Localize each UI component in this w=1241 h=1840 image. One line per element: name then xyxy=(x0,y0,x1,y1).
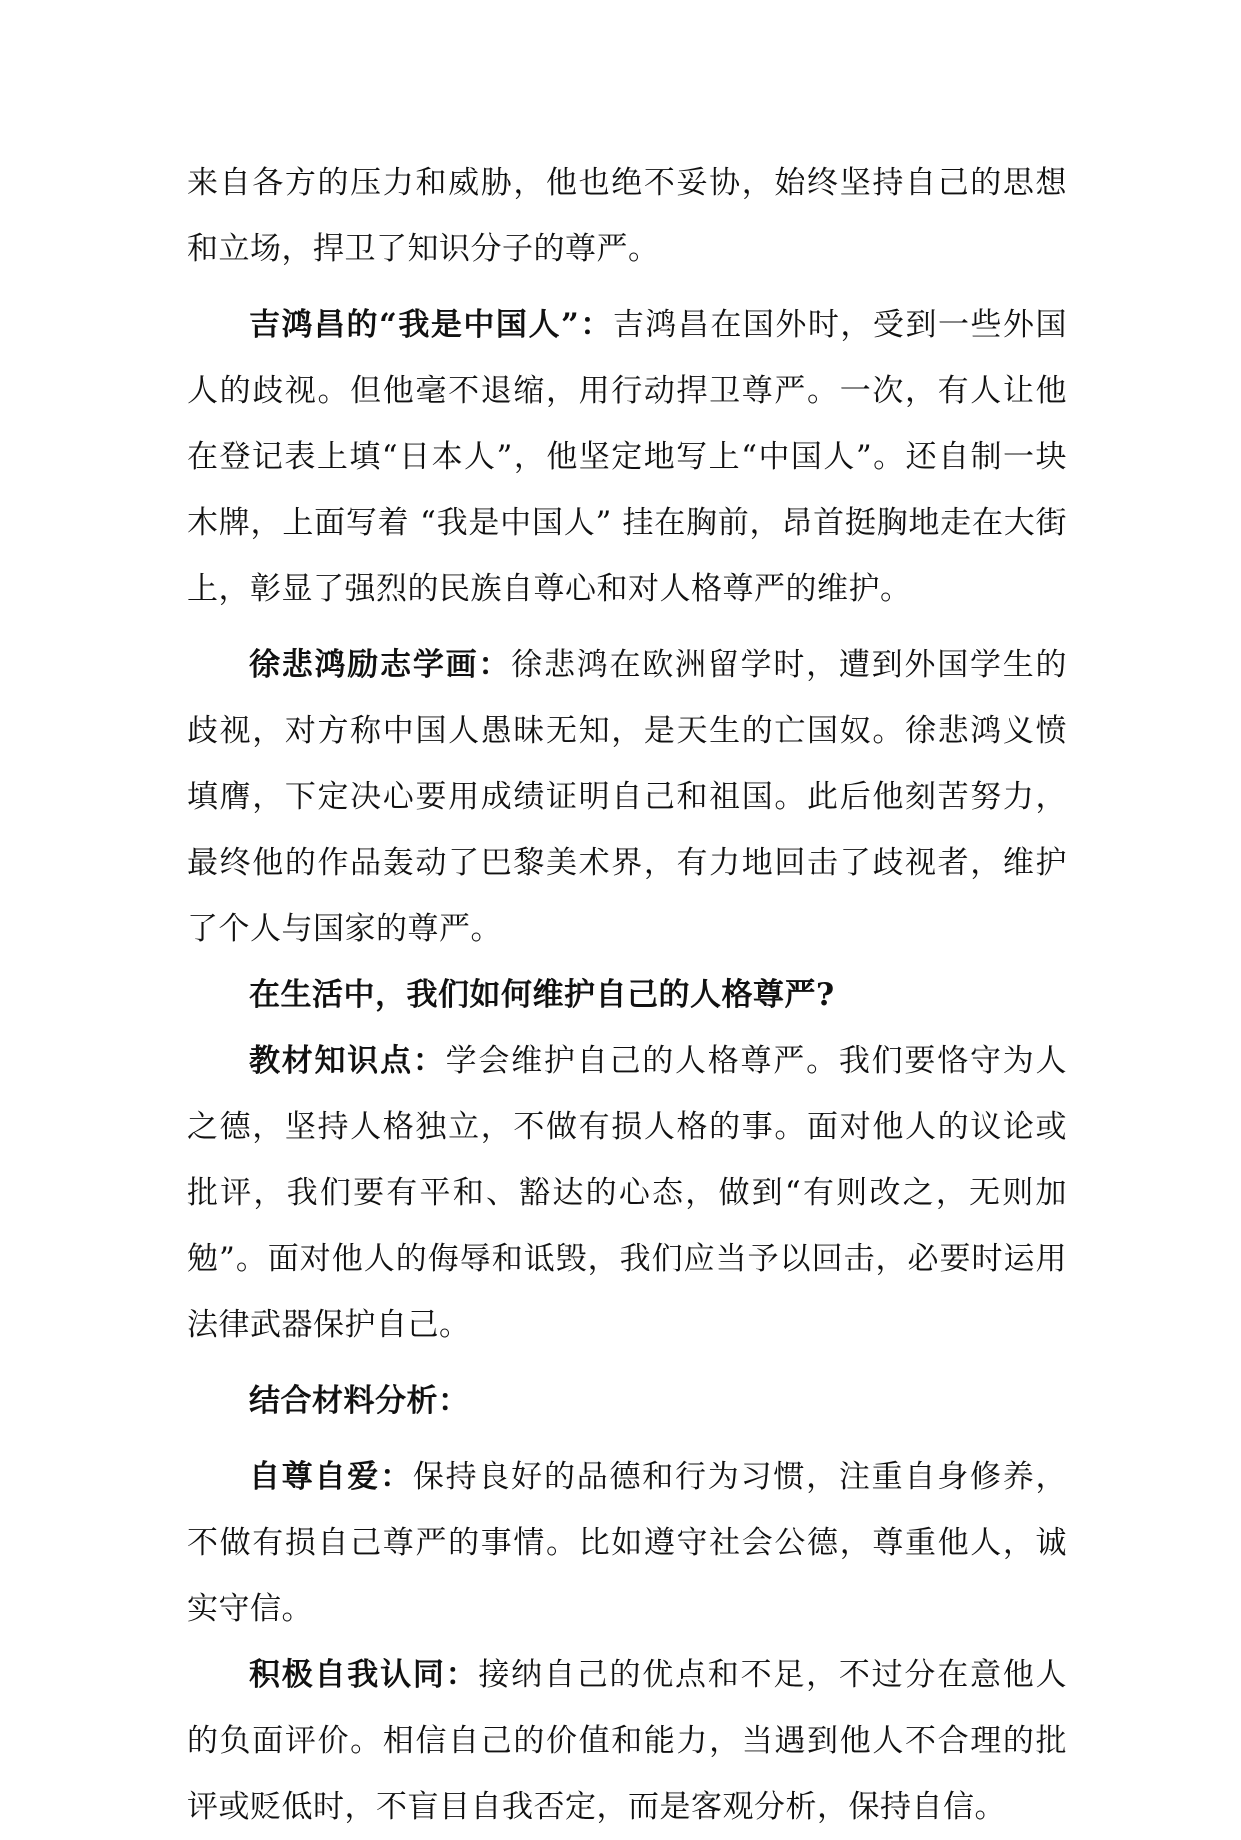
paragraph-continuation xyxy=(187,150,1067,282)
paragraph-text: 接纳自己的优点和不足，不过分在意他人的负面评价。相信自己的价值和能力，当遇到他人不合理的批评或贬低时，不盲目自我否定，而是客观分析，保持自信。 xyxy=(187,1657,1068,1825)
paragraph-self-identity xyxy=(187,1642,1067,1840)
paragraph-heading: 自尊自爱： xyxy=(249,1459,413,1495)
paragraph-text: 学会维护自己的人格尊严。我们要恪守为人之德，坚持人格独立，不做有损人格的事。面对他人的议论或批评，我们要有平和、豁达的心态，做到“有则改之，无则加勉”。面对他人的侮辱和诋毁，我们应当予以回击，必要时运用法律武器保护自己。 xyxy=(187,1043,1067,1343)
analysis-heading: 结合材料分析： xyxy=(249,1383,470,1419)
paragraph-text: 来自各方的压力和威胁，他也绝不妥协，始终坚持自己的思想和立场，捍卫了知识分子的尊严。 xyxy=(187,165,1067,267)
paragraph-ji-hongchang xyxy=(187,292,1067,622)
paragraph-heading: 教材知识点： xyxy=(249,1043,446,1079)
paragraph-self-respect xyxy=(187,1444,1067,1642)
paragraph-heading: 积极自我认同： xyxy=(249,1657,479,1693)
paragraph-textbook-point xyxy=(187,1028,1067,1358)
paragraph-xu-beihong xyxy=(187,632,1067,962)
section-question xyxy=(187,962,1067,1028)
paragraph-heading: 吉鸿昌的“我是中国人”： xyxy=(249,307,613,343)
section-analysis xyxy=(187,1368,1067,1434)
paragraph-text: 保持良好的品德和行为习惯，注重自身修养，不做有损自己尊严的事情。比如遵守社会公德，尊重他人，诚实守信。 xyxy=(187,1459,1068,1627)
question-heading: 在生活中，我们如何维护自己的人格尊严? xyxy=(249,977,835,1013)
paragraph-text: 徐悲鸿在欧洲留学时，遭到外国学生的歧视，对方称中国人愚昧无知，是天生的亡国奴。徐悲鸿义愤填膺，下定决心要用成绩证明自己和祖国。此后他刻苦努力，最终他的作品轰动了巴黎美术界，有力地回击了歧视者，维护了个人与国家的尊严。 xyxy=(187,647,1068,947)
paragraph-heading: 徐悲鸿励志学画： xyxy=(249,647,512,683)
paragraph-text: 吉鸿昌在国外时，受到一些外国人的歧视。但他毫不退缩，用行动捍卫尊严。一次，有人让他在登记表上填“日本人”，他坚定地写上“中国人”。还自制一块木牌，上面写着 “我是中国人” 挂在胸前，昂首挺胸地走在大街上，彰显了强烈的民族自尊心和对人格尊严的维护。 xyxy=(187,307,1067,607)
document-body xyxy=(187,150,1067,1840)
